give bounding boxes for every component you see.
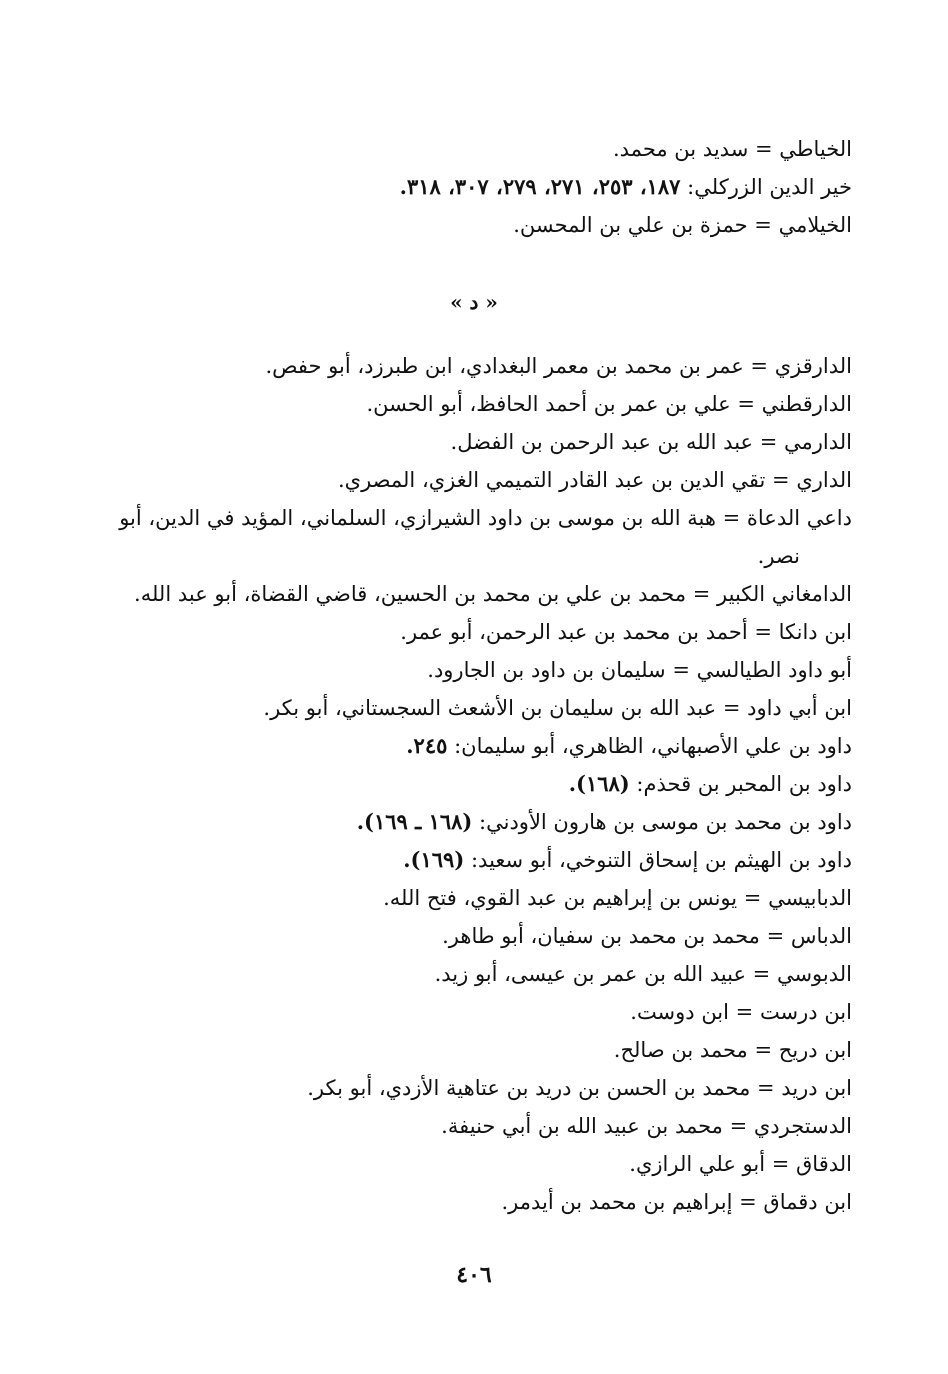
entry-page-numbers: (١٦٨). bbox=[568, 771, 630, 796]
entry-reference: = إبراهيم بن محمد بن أيدمر. bbox=[501, 1190, 764, 1214]
entry-heading: داود بن المحبر بن قحذم bbox=[643, 772, 852, 796]
entry-reference: = محمد بن عبيد الله بن أبي حنيفة. bbox=[441, 1114, 754, 1138]
entry-heading: ابن درست bbox=[759, 1000, 852, 1024]
entry-page-numbers: (١٦٩). bbox=[403, 847, 465, 872]
entry-reference: = عبيد الله بن عمر بن عيسى، أبو زيد. bbox=[434, 962, 777, 986]
index-entry bbox=[92, 765, 852, 803]
index-entry bbox=[92, 347, 852, 385]
index-entry bbox=[92, 575, 852, 613]
page-number: ٤٠٦ bbox=[456, 1262, 492, 1288]
entry-reference: = تقي الدين بن عبد القادر التميمي الغزي، المصري. bbox=[337, 468, 797, 492]
entry-page-numbers: (١٦٨ ـ ١٦٩). bbox=[356, 809, 473, 834]
entry-heading: داود بن علي الأصبهاني، الظاهري، أبو سليمان bbox=[461, 734, 852, 758]
index-entry bbox=[92, 613, 852, 651]
index-entry bbox=[92, 1031, 852, 1069]
index-entry bbox=[92, 651, 852, 689]
index-entry bbox=[92, 841, 852, 879]
entry-reference: = علي بن عمر بن أحمد الحافظ، أبو الحسن. bbox=[366, 392, 762, 416]
entry-reference: = محمد بن محمد بن سفيان، أبو طاهر. bbox=[442, 924, 791, 948]
entry-heading: الدبوسي bbox=[776, 962, 852, 986]
entry-reference: = سليمان بن داود بن الجارود. bbox=[427, 658, 697, 682]
index-entries-main bbox=[92, 347, 852, 1221]
section-letter-heading: « د » bbox=[450, 290, 498, 314]
entry-heading: ابن أبي داود bbox=[747, 696, 852, 720]
entry-heading: داود بن محمد بن موسى بن هارون الأودني bbox=[486, 810, 852, 834]
entry-heading: الخياطي bbox=[779, 137, 852, 161]
entry-heading: ابن دانكا bbox=[778, 620, 852, 644]
index-entry bbox=[92, 993, 852, 1031]
index-entry bbox=[92, 1145, 852, 1183]
index-entry bbox=[92, 168, 852, 206]
entry-reference: = ابن دوست. bbox=[630, 1000, 760, 1024]
entry-heading: داعي الدعاة bbox=[746, 506, 852, 530]
entry-heading: الدبابيسي bbox=[768, 886, 852, 910]
index-entry bbox=[92, 1107, 852, 1145]
entry-reference: = محمد بن علي بن محمد بن الحسين، قاضي القضاة، أبو عبد الله. bbox=[134, 582, 718, 606]
entry-reference: = عمر بن محمد بن معمر البغدادي، ابن طبرزد، أبو حفص. bbox=[265, 354, 775, 378]
entry-reference: = محمد بن الحسن بن دريد بن عتاهية الأزدي، أبو بكر. bbox=[307, 1076, 782, 1100]
entry-heading: ابن دريح bbox=[778, 1038, 852, 1062]
entry-heading: داود بن الهيثم بن إسحاق التنوخي، أبو سعيد bbox=[478, 848, 852, 872]
index-entry bbox=[92, 727, 852, 765]
index-entry bbox=[92, 461, 852, 499]
index-entry bbox=[92, 206, 852, 244]
entry-heading: خير الدين الزركلي bbox=[694, 175, 852, 199]
entry-reference: = محمد بن صالح. bbox=[613, 1038, 779, 1062]
index-entry bbox=[92, 423, 852, 461]
entry-reference: = أحمد بن محمد بن عبد الرحمن، أبو عمر. bbox=[400, 620, 779, 644]
index-entry bbox=[92, 879, 852, 917]
entry-reference: = هبة الله بن موسى بن داود الشيرازي، السلماني، المؤيد في الدين، أبو bbox=[119, 506, 747, 530]
index-entry bbox=[92, 1069, 852, 1107]
entry-heading: الدباس bbox=[790, 924, 852, 948]
entry-page-numbers: ١٨٧، ٢٥٣، ٢٧١، ٢٧٩، ٣٠٧، ٣١٨. bbox=[399, 174, 681, 199]
entry-reference: = أبو علي الرازي. bbox=[629, 1152, 796, 1176]
entry-heading: الدقاق bbox=[796, 1152, 852, 1176]
entry-heading: أبو داود الطيالسي bbox=[696, 658, 852, 682]
entry-continuation: نصر. bbox=[757, 544, 800, 568]
entry-reference: = حمزة بن علي بن المحسن. bbox=[513, 213, 779, 237]
entry-reference: = سديد بن محمد. bbox=[612, 137, 780, 161]
entry-page-numbers: ٢٤٥. bbox=[406, 733, 448, 758]
entry-heading: الدارقزي bbox=[774, 354, 852, 378]
index-entry bbox=[92, 689, 852, 727]
index-entry bbox=[92, 499, 852, 575]
entry-reference: : bbox=[629, 772, 644, 796]
entry-reference: = عبد الله بن سليمان بن الأشعث السجستاني، أبو بكر. bbox=[263, 696, 748, 720]
entry-reference: = يونس بن إبراهيم بن عبد القوي، فتح الله. bbox=[383, 886, 769, 910]
index-entry bbox=[92, 803, 852, 841]
entry-heading: الدستجردي bbox=[753, 1114, 852, 1138]
index-entry bbox=[92, 917, 852, 955]
entry-heading: ابن دقماق bbox=[763, 1190, 852, 1214]
entry-heading: ابن دريد bbox=[781, 1076, 852, 1100]
index-entry bbox=[92, 130, 852, 168]
entry-reference: : bbox=[472, 810, 487, 834]
entry-reference: : bbox=[447, 734, 462, 758]
entry-reference: : bbox=[680, 175, 695, 199]
index-entries-top bbox=[92, 130, 852, 244]
index-entry bbox=[92, 955, 852, 993]
index-entry bbox=[92, 1183, 852, 1221]
entry-heading: الداري bbox=[796, 468, 852, 492]
entry-heading: الدارمي bbox=[784, 430, 852, 454]
index-entry bbox=[92, 385, 852, 423]
entry-heading: الدامغاني الكبير bbox=[717, 582, 852, 606]
entry-heading: الخيلامي bbox=[778, 213, 852, 237]
entry-heading: الدارقطني bbox=[761, 392, 852, 416]
entry-reference: : bbox=[464, 848, 479, 872]
entry-reference: = عبد الله بن عبد الرحمن بن الفضل. bbox=[450, 430, 785, 454]
